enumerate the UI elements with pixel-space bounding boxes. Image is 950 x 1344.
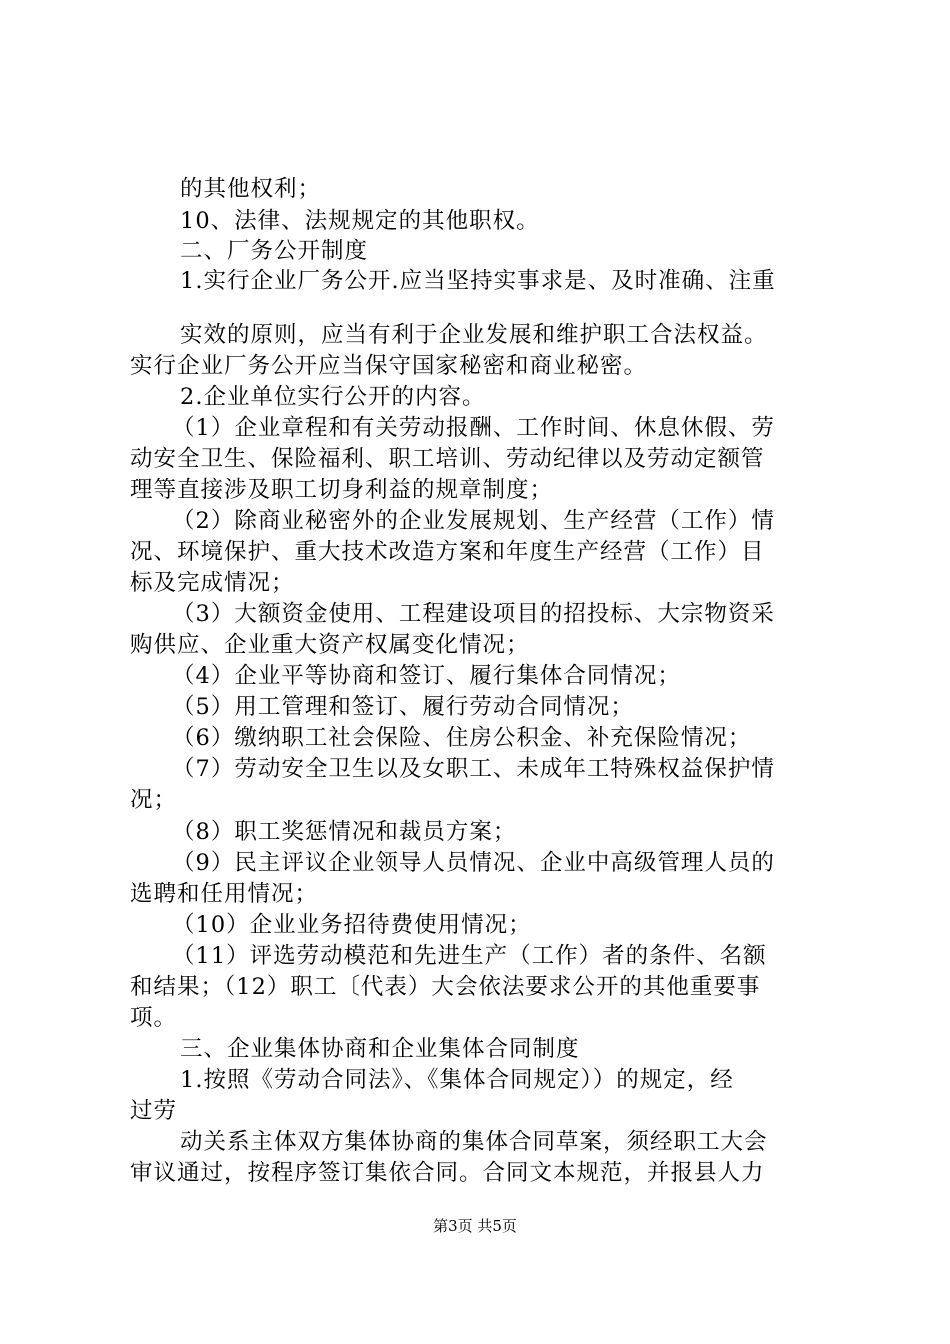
text-line: 2.企业单位实行公开的内容。 (180, 384, 486, 410)
text-line: （9）民主评议企业领导人员情况、企业中高级管理人员的 (172, 850, 775, 876)
text-line: （4）企业平等协商和签订、履行集体合同情况； (172, 663, 681, 689)
text-line: 标及完成情况； (130, 570, 295, 596)
text-line: 项。 (130, 1005, 178, 1031)
text-line: 况； (130, 787, 178, 813)
text-line: （10）企业业务招待费使用情况； (172, 912, 532, 938)
text-line: （2）除商业秘密外的企业发展规划、生产经营（工作）情 (172, 508, 775, 534)
text-line: （6）缴纳职工社会保险、住房公积金、补充保险情况； (172, 725, 752, 751)
text-line: 购供应、企业重大资产权属变化情况； (130, 632, 530, 658)
text-line: 动安全卫生、保险福利、职工培训、劳动纪律以及劳动定额管 (130, 446, 765, 472)
text-line: 实效的原则，应当有利于企业发展和维护职工合法权益。 (180, 322, 768, 348)
text-line: （8）职工奖惩情况和裁员方案； (172, 819, 517, 845)
text-line: （7）劳动安全卫生以及女职工、未成年工特殊权益保护情 (172, 756, 775, 782)
text-line: 过劳 (130, 1098, 178, 1124)
text-line: 理等直接涉及职工切身利益的规章制度； (130, 477, 554, 503)
text-line: 选聘和任用情况； (130, 881, 319, 907)
text-line: 审议通过，按程序签订集依合同。合同文本规范，并报县人力 (130, 1160, 765, 1186)
text-line: （5）用工管理和签订、履行劳动合同情况； (172, 694, 634, 720)
text-line: （3）大额资金使用、工程建设项目的招投标、大宗物资采 (172, 601, 775, 627)
text-line: 况、环境保护、重大技术改造方案和年度生产经营（工作）目 (130, 539, 765, 565)
text-line: 10、法律、法规规定的其他职权。 (180, 208, 540, 234)
text-line: （11）评选劳动模范和先进生产（工作）者的条件、名额 (172, 943, 767, 969)
text-line: 1.按照《劳动合同法》、《集体合同规定））的规定，经 (180, 1067, 734, 1093)
text-line: （1）企业章程和有关劳动报酬、工作时间、休息休假、劳 (172, 415, 775, 441)
section-heading: 三、企业集体协商和企业集体合同制度 (180, 1036, 580, 1062)
text-line: 和结果；（12）职工〔代表）大会依法要求公开的其他重要事 (130, 974, 761, 1000)
text-line: 实行企业厂务公开应当保守国家秘密和商业秘密。 (130, 353, 648, 379)
text-line: 的其他权利； (180, 176, 322, 202)
text-line: 动关系主体双方集体协商的集体合同草案，须经职工大会 (180, 1129, 768, 1155)
text-line: 1.实行企业厂务公开.应当坚持实事求是、及时准确、注重 (180, 268, 776, 294)
section-heading: 二、厂务公开制度 (180, 238, 369, 264)
page-footer: 第3页 共5页 (433, 1217, 517, 1235)
